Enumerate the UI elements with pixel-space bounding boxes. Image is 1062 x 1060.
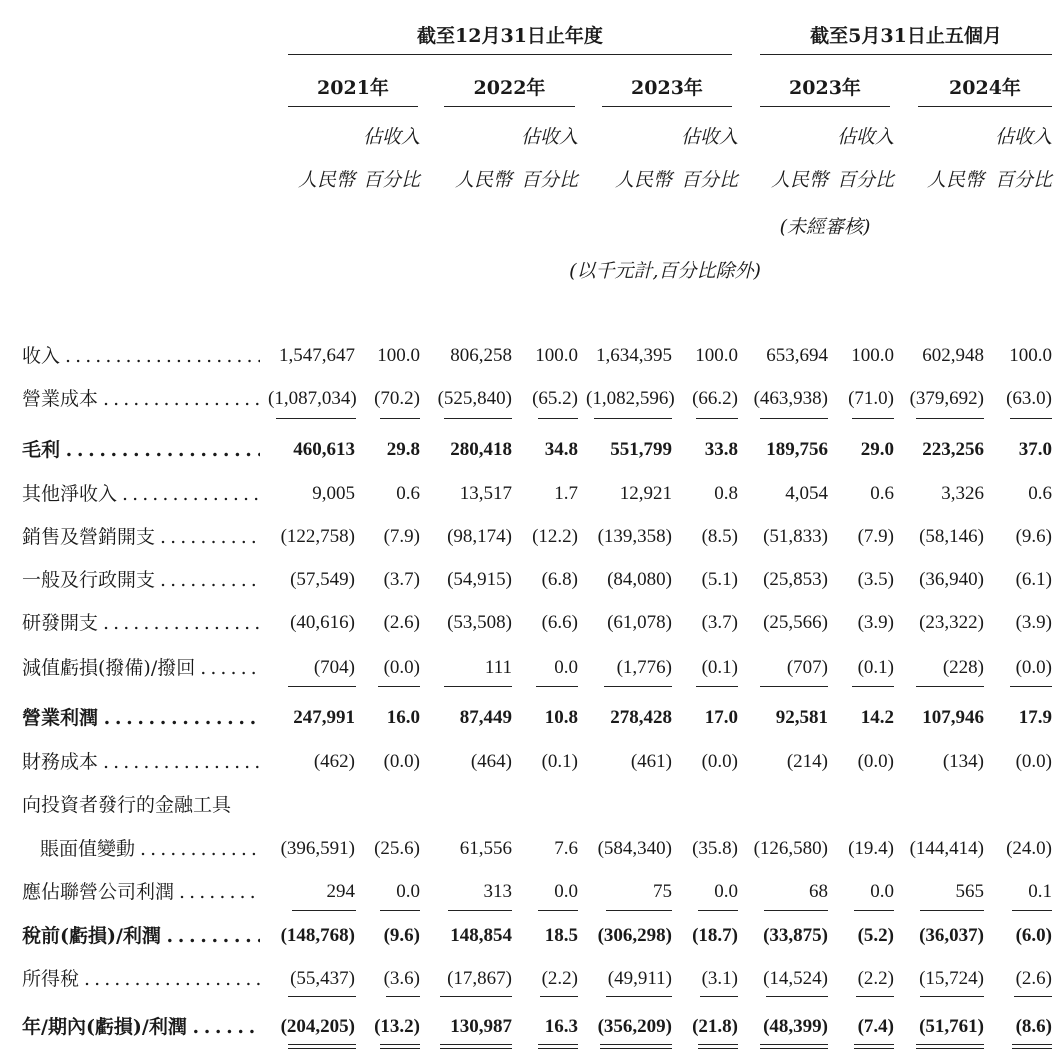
cell-value: (0.0) (1015, 657, 1052, 678)
subtotal-rule (538, 910, 578, 911)
cell-value: 0.0 (554, 657, 578, 678)
table-row-income-tax (0, 966, 1062, 992)
total-double-rule (1012, 1044, 1052, 1045)
pct-header-line2: 百分比 (836, 169, 894, 191)
subtotal-rule (854, 910, 894, 911)
cell-value: (148,768) (280, 925, 355, 946)
row-label: 其他淨收入 . . . (22, 481, 260, 507)
total-double-rule (854, 1044, 894, 1045)
cell-value: (25.6) (374, 838, 420, 859)
row-label: 應佔聯營公司利潤 . . . (22, 879, 260, 905)
cell-value: (0.0) (383, 751, 420, 772)
subtotal-rule (378, 686, 420, 687)
year-header-2022: 2022年 (444, 72, 575, 107)
cell-value: (707) (786, 657, 828, 678)
cell-value: 14.2 (860, 707, 894, 728)
cell-value: 313 (483, 881, 512, 902)
row-label: 財務成本 . . . (22, 749, 260, 775)
cell-value: (525,840) (437, 388, 512, 409)
cell-value: (3.9) (1015, 612, 1052, 633)
cell-value: 111 (484, 657, 512, 678)
cell-value: 0.0 (870, 881, 894, 902)
cell-value: (84,080) (607, 569, 672, 590)
subtotal-rule (696, 418, 738, 419)
cell-value: (19.4) (848, 838, 894, 859)
pct-header-line1: 佔收入 (520, 126, 578, 148)
cell-value: (2.2) (857, 968, 894, 989)
cell-value: (144,414) (909, 838, 984, 859)
cell-value: (18.7) (692, 925, 738, 946)
total-double-rule (440, 1048, 512, 1049)
cell-value: 551,799 (610, 439, 672, 460)
subtotal-rule (440, 996, 512, 997)
total-double-rule (288, 1048, 356, 1049)
table-row-share-of-associates (0, 879, 1062, 905)
cell-value: 4,054 (785, 483, 828, 504)
total-double-rule (538, 1048, 578, 1049)
cell-value: 34.8 (544, 439, 578, 460)
cell-value: 16.0 (386, 707, 420, 728)
cell-value: (23,322) (919, 612, 984, 633)
cell-value: (464) (470, 751, 512, 772)
cell-value: (7.9) (857, 526, 894, 547)
year-header-2024-period: 2024年 (918, 72, 1052, 107)
cell-value: 602,948 (922, 345, 984, 366)
cell-value: (0.0) (383, 657, 420, 678)
cell-value: 37.0 (1018, 439, 1052, 460)
cell-value: 100.0 (535, 345, 578, 366)
cell-value: 280,418 (450, 439, 512, 460)
cell-value: (13.2) (374, 1016, 420, 1037)
cell-value: (2.2) (541, 968, 578, 989)
cell-value: (36,037) (919, 925, 984, 946)
subtotal-rule (288, 996, 356, 997)
cell-value: (25,853) (763, 569, 828, 590)
subtotal-rule (856, 996, 894, 997)
subtotal-rule (444, 686, 512, 687)
cell-value: (71.0) (848, 388, 894, 409)
cell-value: (6.1) (1015, 569, 1052, 590)
pct-header-line1: 佔收入 (680, 126, 738, 148)
cell-value: 653,694 (766, 345, 828, 366)
table-row-profit-before-tax (0, 923, 1062, 949)
group-header-year-ended: 截至12月31日止年度 (288, 20, 732, 55)
cell-value: (2.6) (383, 612, 420, 633)
cell-value: 68 (809, 881, 828, 902)
unaudited-note: (未經審核) (779, 216, 871, 238)
cell-value: (126,580) (753, 838, 828, 859)
cell-value: 18.5 (544, 925, 578, 946)
cell-value: (8.6) (1015, 1016, 1052, 1037)
row-label: 賬面值變動 . . . (40, 836, 260, 862)
cell-value: 100.0 (377, 345, 420, 366)
row-label: 稅前(虧損)/利潤 . . . (22, 923, 260, 949)
cell-value: 100.0 (695, 345, 738, 366)
cell-value: (584,340) (597, 838, 672, 859)
cell-value: (8.5) (701, 526, 738, 547)
cell-value: (98,174) (447, 526, 512, 547)
row-label: 銷售及營銷開支 . . . (22, 524, 260, 550)
cell-value: 1,547,647 (279, 345, 355, 366)
cell-value: 10.8 (544, 707, 578, 728)
cell-value: (66.2) (692, 388, 738, 409)
year-header-2023: 2023年 (602, 72, 732, 107)
cell-value: (58,146) (919, 526, 984, 547)
cell-value: (3.7) (383, 569, 420, 590)
cell-value: (3.1) (701, 968, 738, 989)
subtotal-rule (538, 418, 578, 419)
table-row-financial-instruments-heading (0, 792, 1062, 818)
cell-value: (55,437) (290, 968, 355, 989)
subtotal-rule (536, 686, 578, 687)
cell-value: (12.2) (532, 526, 578, 547)
cell-value: 100.0 (851, 345, 894, 366)
pct-header-line1: 佔收入 (362, 126, 420, 148)
cell-value: (63.0) (1006, 388, 1052, 409)
cell-value: 0.6 (1028, 483, 1052, 504)
pct-header-line2: 百分比 (362, 169, 420, 191)
cell-value: (33,875) (763, 925, 828, 946)
subtotal-rule (1010, 686, 1052, 687)
cell-value: (51,833) (763, 526, 828, 547)
total-double-rule (854, 1048, 894, 1049)
cell-value: (704) (313, 657, 355, 678)
total-double-rule (760, 1044, 828, 1045)
cell-value: 0.0 (396, 881, 420, 902)
cell-value: 0.8 (714, 483, 738, 504)
subtotal-rule (292, 910, 356, 911)
cell-value: 565 (955, 881, 984, 902)
subtotal-rule (1014, 996, 1052, 997)
total-double-rule (380, 1048, 420, 1049)
subtotal-rule (760, 418, 828, 419)
row-label: 收入 . . . (22, 343, 260, 369)
table-row-revenue (0, 343, 1062, 369)
cell-value: 0.0 (714, 881, 738, 902)
total-double-rule (916, 1048, 984, 1049)
table-row-impairment (0, 655, 1062, 681)
cell-value: (214) (786, 751, 828, 772)
cell-value: (0.1) (541, 751, 578, 772)
cell-value: (6.8) (541, 569, 578, 590)
subtotal-rule (920, 910, 984, 911)
cell-value: 3,326 (941, 483, 984, 504)
rmb-header: 人民幣 (297, 169, 355, 191)
cell-value: 1,634,395 (596, 345, 672, 366)
subtotal-rule (448, 910, 512, 911)
cell-value: 0.6 (396, 483, 420, 504)
subtotal-rule (276, 418, 356, 419)
cell-value: (396,591) (280, 838, 355, 859)
cell-value: (65.2) (532, 388, 578, 409)
cell-value: (5.2) (857, 925, 894, 946)
cell-value: (36,940) (919, 569, 984, 590)
cell-value: 16.3 (544, 1016, 578, 1037)
cell-value: (7.9) (383, 526, 420, 547)
subtotal-rule (700, 996, 738, 997)
cell-value: (61,078) (607, 612, 672, 633)
cell-value: (462) (313, 751, 355, 772)
cell-value: 247,991 (293, 707, 355, 728)
cell-value: (228) (942, 657, 984, 678)
table-row-other-income (0, 481, 1062, 507)
row-label: 所得稅 . . . (22, 966, 260, 992)
year-header-2021: 2021年 (288, 72, 418, 107)
cell-value: 0.6 (870, 483, 894, 504)
table-row-gross-profit (0, 437, 1062, 463)
pct-header-line2: 百分比 (994, 169, 1052, 191)
subtotal-rule (766, 996, 828, 997)
total-double-rule (698, 1048, 738, 1049)
cell-value: (25,566) (763, 612, 828, 633)
rmb-header: 人民幣 (770, 169, 828, 191)
cell-value: 29.8 (386, 439, 420, 460)
cell-value: 87,449 (459, 707, 512, 728)
cell-value: 189,756 (766, 439, 828, 460)
total-double-rule (600, 1048, 672, 1049)
subtotal-rule (594, 418, 672, 419)
subtotal-rule (604, 686, 672, 687)
total-double-rule (440, 1044, 512, 1045)
subtotal-rule (606, 910, 672, 911)
row-label: 毛利 . . . (22, 437, 260, 463)
table-row-cost-of-sales (0, 386, 1062, 412)
cell-value: (0.0) (1015, 751, 1052, 772)
cell-value: (6.6) (541, 612, 578, 633)
cell-value: (9.6) (383, 925, 420, 946)
row-label: 減值虧損(撥備)/撥回 . . . (22, 655, 260, 681)
subtotal-rule (698, 910, 738, 911)
cell-value: (6.0) (1015, 925, 1052, 946)
cell-value: (0.1) (857, 657, 894, 678)
cell-value: 33.8 (704, 439, 738, 460)
cell-value: (3.9) (857, 612, 894, 633)
pct-header-line2: 百分比 (520, 169, 578, 191)
cell-value: 0.0 (554, 881, 578, 902)
cell-value: 29.0 (860, 439, 894, 460)
pct-header-line1: 佔收入 (994, 126, 1052, 148)
row-label: 研發開支 . . . (22, 610, 260, 636)
total-double-rule (288, 1044, 356, 1045)
row-label: 一般及行政開支 . . . (22, 567, 260, 593)
cell-value: (0.0) (701, 751, 738, 772)
cell-value: 13,517 (459, 483, 512, 504)
rmb-header: 人民幣 (926, 169, 984, 191)
cell-value: (306,298) (597, 925, 672, 946)
cell-value: (54,915) (447, 569, 512, 590)
row-label: 營業利潤 . . . (22, 705, 260, 731)
cell-value: (53,508) (447, 612, 512, 633)
total-double-rule (600, 1044, 672, 1045)
subtotal-rule (764, 910, 828, 911)
subtotal-rule (386, 996, 420, 997)
cell-value: (48,399) (763, 1016, 828, 1037)
pct-header-line1: 佔收入 (836, 126, 894, 148)
cell-value: 130,987 (450, 1016, 512, 1037)
table-row-operating-profit (0, 705, 1062, 731)
cell-value: 75 (653, 881, 672, 902)
cell-value: (379,692) (909, 388, 984, 409)
cell-value: (1,082,596) (586, 388, 675, 409)
cell-value: (9.6) (1015, 526, 1052, 547)
cell-value: (14,524) (763, 968, 828, 989)
cell-value: 107,946 (922, 707, 984, 728)
subtotal-rule (916, 418, 984, 419)
table-row-rnd-expenses (0, 610, 1062, 636)
cell-value: (15,724) (919, 968, 984, 989)
subtotal-rule (444, 418, 512, 419)
subtotal-rule (760, 686, 828, 687)
cell-value: (5.1) (701, 569, 738, 590)
cell-value: (122,758) (280, 526, 355, 547)
cell-value: 92,581 (775, 707, 828, 728)
cell-value: (461) (630, 751, 672, 772)
group-header-five-months: 截至5月31日止五個月 (760, 20, 1052, 55)
table-row-admin-expenses (0, 567, 1062, 593)
cell-value: (24.0) (1006, 838, 1052, 859)
subtotal-rule (1012, 910, 1052, 911)
cell-value: (134) (942, 751, 984, 772)
total-double-rule (538, 1044, 578, 1045)
subtotal-rule (540, 996, 578, 997)
cell-value: 12,921 (619, 483, 672, 504)
subtotal-rule (606, 996, 672, 997)
subtotal-rule (852, 686, 894, 687)
cell-value: (7.4) (857, 1016, 894, 1037)
cell-value: 806,258 (450, 345, 512, 366)
cell-value: (0.1) (701, 657, 738, 678)
cell-value: 460,613 (293, 439, 355, 460)
cell-value: (3.6) (383, 968, 420, 989)
total-double-rule (380, 1044, 420, 1045)
subtotal-rule (380, 418, 420, 419)
cell-value: (3.5) (857, 569, 894, 590)
cell-value: 7.6 (554, 838, 578, 859)
subtotal-rule (1010, 418, 1052, 419)
total-double-rule (1012, 1048, 1052, 1049)
unit-note: (以千元計,百分比除外) (569, 260, 761, 282)
table-row-carrying-amount-change (0, 836, 1062, 862)
cell-value: (139,358) (597, 526, 672, 547)
total-double-rule (698, 1044, 738, 1045)
cell-value: (204,205) (280, 1016, 355, 1037)
subtotal-rule (916, 686, 984, 687)
subtotal-rule (696, 686, 738, 687)
cell-value: 223,256 (922, 439, 984, 460)
cell-value: (35.8) (692, 838, 738, 859)
cell-value: (2.6) (1015, 968, 1052, 989)
subtotal-rule (920, 996, 984, 997)
cell-value: (70.2) (374, 388, 420, 409)
cell-value: 17.9 (1018, 707, 1052, 728)
cell-value: 17.0 (704, 707, 738, 728)
cell-value: 0.1 (1028, 881, 1052, 902)
cell-value: (1,087,034) (268, 388, 357, 409)
cell-value: (57,549) (290, 569, 355, 590)
cell-value: (51,761) (919, 1016, 984, 1037)
subtotal-rule (288, 686, 356, 687)
total-double-rule (760, 1048, 828, 1049)
subtotal-rule (380, 910, 420, 911)
cell-value: 100.0 (1009, 345, 1052, 366)
subtotal-rule (852, 418, 894, 419)
cell-value: (1,776) (616, 657, 672, 678)
cell-value: 294 (326, 881, 355, 902)
cell-value: (17,867) (447, 968, 512, 989)
cell-value: (21.8) (692, 1016, 738, 1037)
table-row-selling-expenses (0, 524, 1062, 550)
rmb-header: 人民幣 (454, 169, 512, 191)
row-label: 年/期內(虧損)/利潤 . . . (22, 1014, 260, 1040)
cell-value: 148,854 (450, 925, 512, 946)
year-header-2023-period: 2023年 (760, 72, 890, 107)
cell-value: (49,911) (607, 968, 672, 989)
cell-value: 1.7 (554, 483, 578, 504)
cell-value: (463,938) (753, 388, 828, 409)
cell-value: (40,616) (290, 612, 355, 633)
table-row-profit-for-period (0, 1014, 1062, 1040)
row-label: 營業成本 . . . (22, 386, 260, 412)
cell-value: 9,005 (312, 483, 355, 504)
cell-value: 61,556 (459, 838, 512, 859)
rmb-header: 人民幣 (614, 169, 672, 191)
total-double-rule (916, 1044, 984, 1045)
row-label: 向投資者發行的金融工具 (22, 794, 232, 816)
cell-value: 278,428 (610, 707, 672, 728)
pct-header-line2: 百分比 (680, 169, 738, 191)
cell-value: (356,209) (597, 1016, 672, 1037)
table-row-finance-costs (0, 749, 1062, 775)
cell-value: (3.7) (701, 612, 738, 633)
cell-value: (0.0) (857, 751, 894, 772)
